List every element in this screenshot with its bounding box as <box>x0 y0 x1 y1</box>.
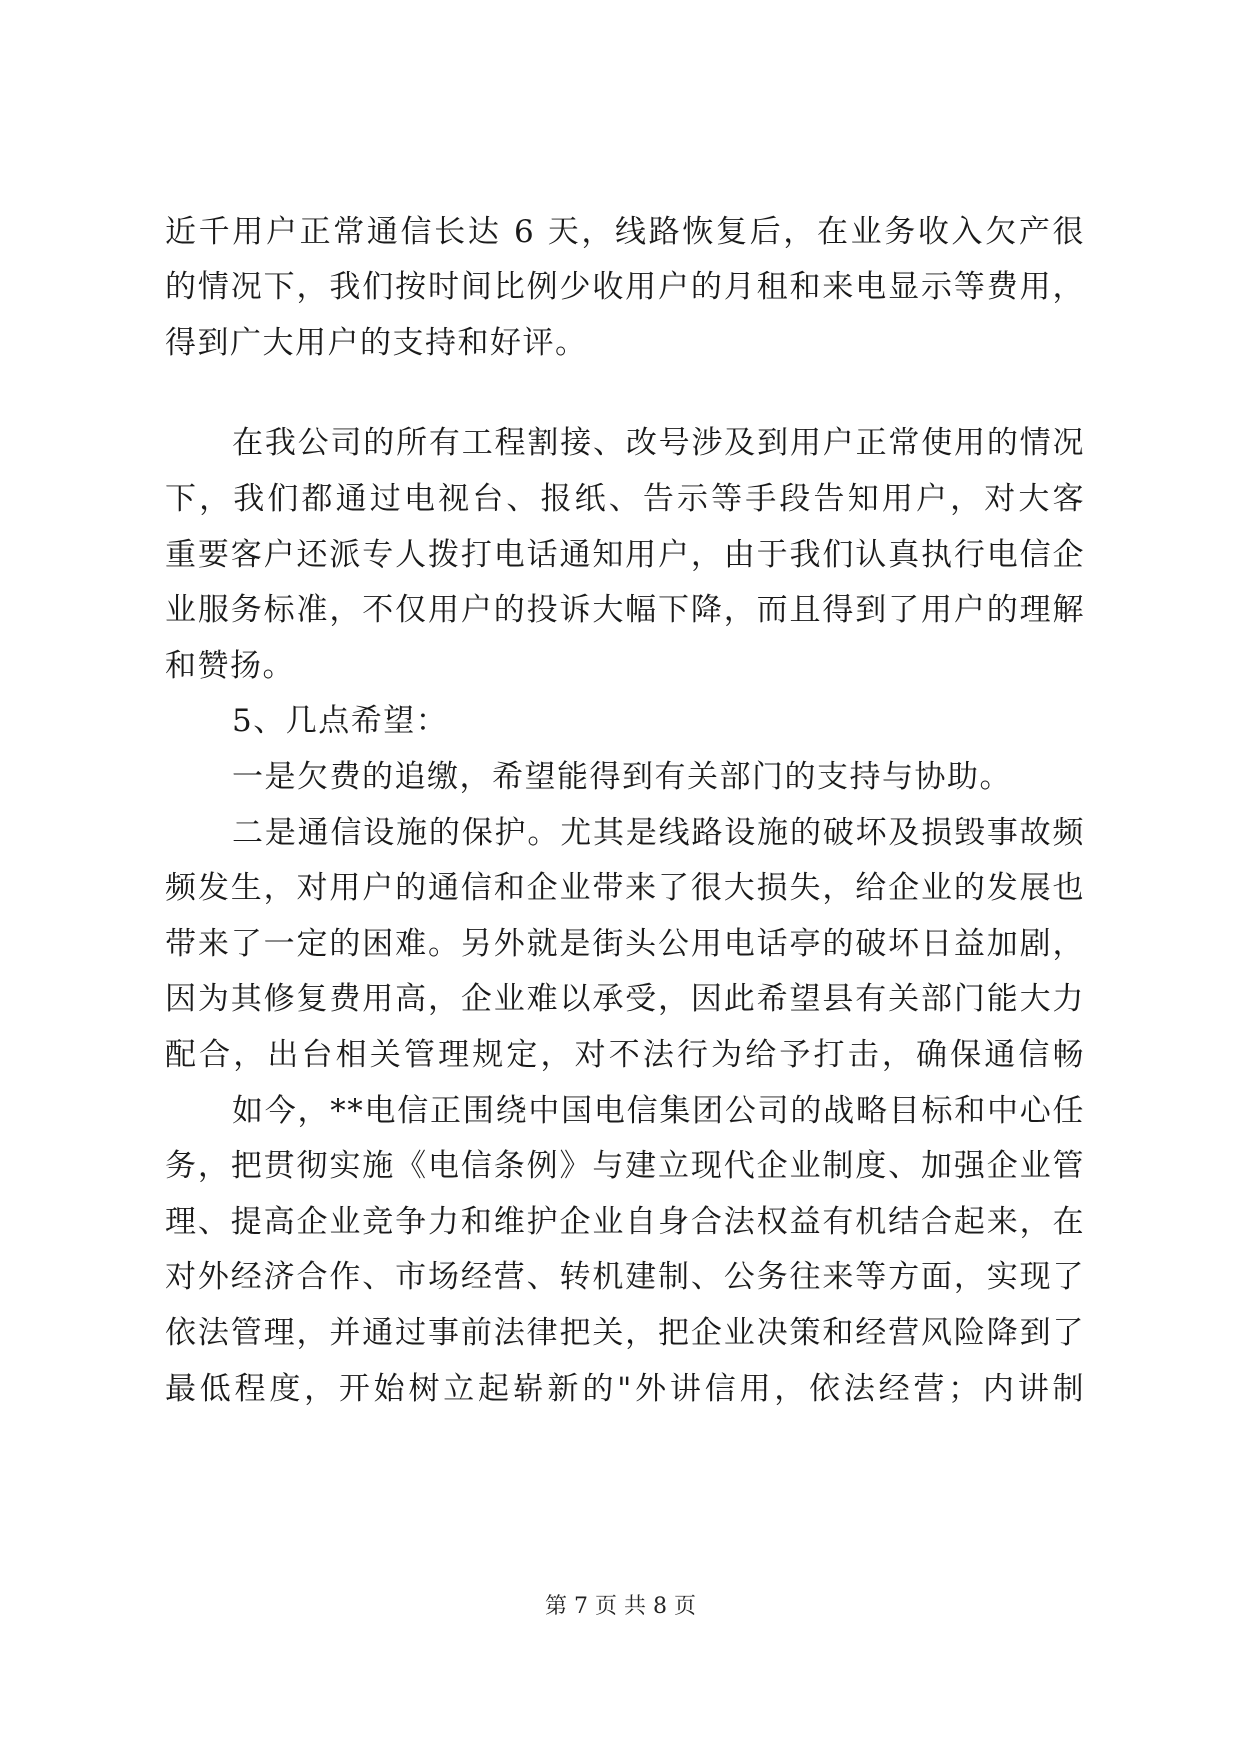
text-line: 配合，出台相关管理规定，对不法行为给予打击，确保通信畅 <box>165 1037 1085 1073</box>
text-line: 对外经济合作、市场经营、转机建制、公务往来等方面，实现了 <box>165 1259 1085 1295</box>
text-line: 得到广大用户的支持和好评。 <box>165 325 588 361</box>
paragraph-first-line: 在我公司的所有工程割接、改号涉及到用户正常使用的情况 <box>232 425 1085 461</box>
paragraph-first-line: 二是通信设施的保护。尤其是线路设施的破坏及损毁事故频 <box>232 815 1085 851</box>
text-line: 带来了一定的困难。另外就是街头公用电话亭的破坏日益加剧， <box>165 926 1085 962</box>
text-line: 因为其修复费用高，企业难以承受，因此希望县有关部门能大力 <box>165 981 1085 1017</box>
text-line: 理、提高企业竞争力和维护企业自身合法权益有机结合起来，在 <box>165 1204 1085 1240</box>
text-line: 下，我们都通过电视台、报纸、告示等手段告知用户，对大客 <box>165 481 1085 517</box>
text-line: 的情况下，我们按时间比例少收用户的月租和来电显示等费用， <box>165 269 1085 305</box>
text-line: 依法管理，并通过事前法律把关，把企业决策和经营风险降到了 <box>165 1315 1085 1351</box>
page-number-footer: 第 7 页 共 8 页 <box>545 1594 696 1619</box>
text-line: 近千用户正常通信长达 6 天，线路恢复后，在业务收入欠产很 <box>165 214 1085 250</box>
text-line: 和赞扬。 <box>165 648 295 684</box>
text-line: 务，把贯彻实施《电信条例》与建立现代企业制度、加强企业管 <box>165 1148 1085 1184</box>
paragraph-first-line: 一是欠费的追缴，希望能得到有关部门的支持与协助。 <box>232 759 1012 795</box>
text-line: 频发生，对用户的通信和企业带来了很大损失，给企业的发展也 <box>165 870 1085 906</box>
text-line: 最低程度，开始树立起崭新的"外讲信用，依法经营；内讲制 <box>165 1371 1085 1407</box>
section-heading: 5、几点希望： <box>232 703 449 739</box>
text-line: 重要客户还派专人拨打电话通知用户，由于我们认真执行电信企 <box>165 537 1085 573</box>
text-line: 业服务标准，不仅用户的投诉大幅下降，而且得到了用户的理解 <box>165 592 1085 628</box>
paragraph-first-line: 如今，**电信正围绕中国电信集团公司的战略目标和中心任 <box>232 1093 1085 1129</box>
